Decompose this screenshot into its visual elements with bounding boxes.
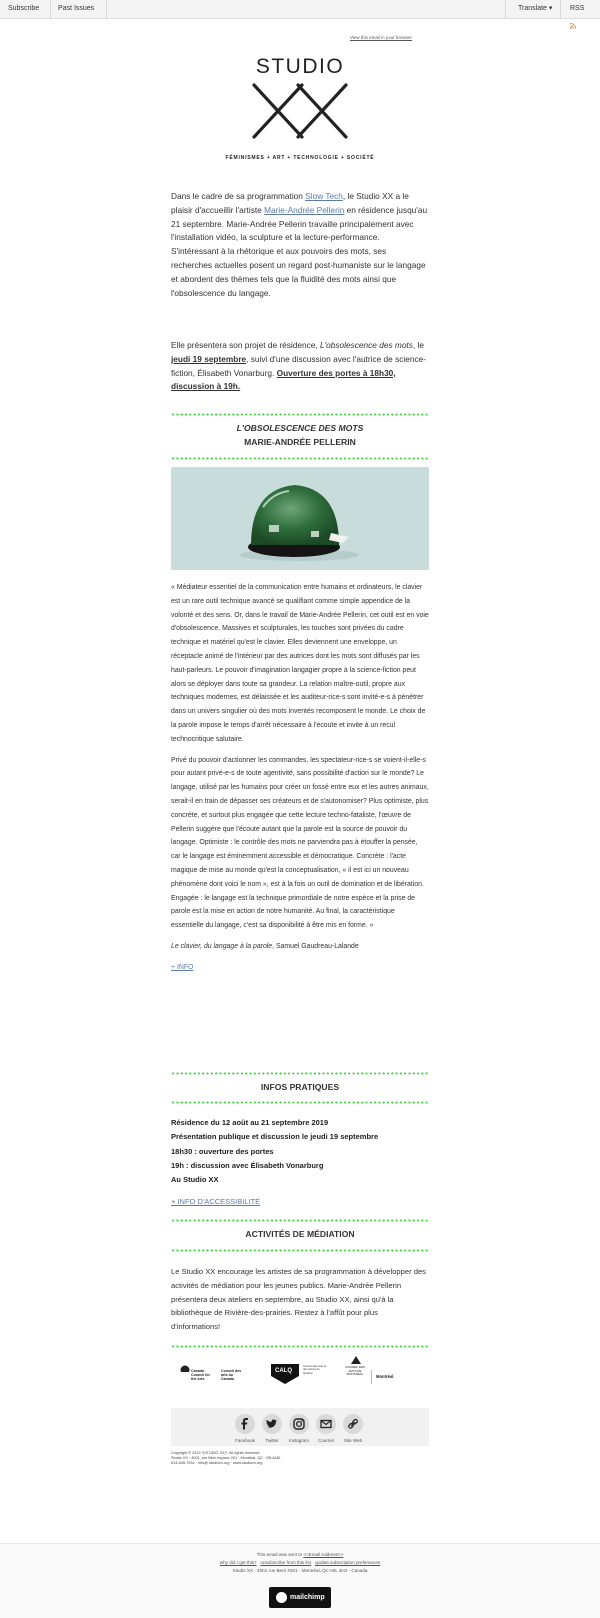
description-paragraph-2: Privé du pouvoir d'actionner les commandes, les spectateur-rice-s se voient-il-elle-s pour autant privé-e-s de toute agentivité, sans possibilité d'action sur le monde? Le langage, utilisé par les humains pour créer un fossé entre eux et les autres animaux, serait-il en train de dépasser ses créateurs et de s'autonomiser? Plus optimiste, plus concrète, et surtout plus engagée que cette lecture techno-fataliste, l'œuvre de Pellerin suggère que l'écoute autant que la parole est la source de pouvoir du langage. Optimiste : le contrôle des mots ne parviendra pas à étouffer la pensée, car le langage est éminemment accessible et démocratique. Concrète : l'acte magique de mise au monde qu'est la conceptualisation, « il est ici un nouveau phénomène dont voici le nom », est à la fois un outil de domination et de libération. Engagée : le langage est la technique primordiale de notre espèce et la prise de parole est la mise en action de notre humanité. Au final, la caractéristique essentielle du langage, c'est sa disponibilité à être mis en forme. » [171,756,429,930]
instagram-label: Instagram [288,1438,309,1443]
preferences-link[interactable]: update subscription preferences [314,1560,381,1565]
footer-address: Studio XX · 4001 rue Berri #201 · Montréal, Qc H2L 4H2 · Canada [232,1568,368,1573]
footer-links [0,1560,600,1565]
info-line: 18h30 : ouverture des portes [171,1146,274,1156]
calq-sub: Conseil des arts et des lettres du Québec [303,1364,327,1375]
green-dotted-divider [171,413,429,416]
twitter-icon [262,1414,282,1434]
artist-link[interactable]: Marie-Andrée Pellerin [264,204,345,215]
green-dotted-divider [171,457,429,460]
twitter-button[interactable] [262,1414,282,1434]
twitter-label: Twitter [265,1438,279,1443]
sponsor-logos [171,1352,429,1406]
copyright-block [171,1451,280,1466]
accessibility-link[interactable]: + INFO D'ACCESSIBILITÉ [171,1197,261,1207]
event-paragraph: Elle présentera son projet de résidence, L'obsolescence des mots, le jeudi 19 septembre, suivi d'une discussion avec l'autrice de science-fiction, Élisabeth Vonarburg. Ouverture des portes à 18h30, discussion à 19h. [171,340,426,392]
mediation-section [171,1265,429,1334]
subscribe-link[interactable]: Subscribe [8,5,40,12]
translate-label: Translate [518,5,547,12]
project-title: L'OBSOLESCENCE DES MOTS [236,423,364,433]
website-button[interactable] [343,1414,363,1434]
artwork-photo [171,467,429,570]
studio-logo-word: STUDIO [255,55,345,78]
facebook-button[interactable] [235,1414,255,1434]
infos-pratiques-title: INFOS PRATIQUES [260,1082,340,1092]
info-line: Au Studio XX [171,1175,219,1185]
mailchimp-icon [276,1592,287,1603]
divider [505,0,506,18]
event-section [171,339,429,394]
snow-globe-image [171,467,429,570]
translate-menu[interactable] [510,0,560,18]
montreal-council-logo[interactable] [349,1355,363,1365]
email-address[interactable]: <<Email Address>> [303,1552,344,1557]
montreal-logo[interactable]: Montréal [376,1374,394,1379]
instagram-button[interactable] [289,1414,309,1434]
divider [106,0,107,18]
link-icon [343,1414,363,1434]
more-info-link[interactable]: + INFO [171,963,194,971]
mediation-paragraph: Le Studio XX encourage les artistes de sa programmation à développer des activités de médiation pour les jeunes publics. Marie-Andrée Pellerin présentera deux ateliers en septembre, au Studio XX, ainsi qu'à la bibliothèque de Rivière-des-prairies. Restez à l'affût pour plus d'informations! [171,1267,426,1332]
envelope-icon [316,1414,336,1434]
green-dotted-divider [171,1219,429,1222]
text-credit: Le clavier, du langage à la parole, Samuel Gaudreau-Lalande [171,942,359,950]
why-link[interactable]: why did I get this? [219,1560,257,1565]
instagram-icon [289,1414,309,1434]
website-label: Site Web [343,1438,363,1443]
green-dotted-divider [171,1101,429,1104]
canada-council-en: Canada Council for the Arts [191,1369,210,1382]
green-dotted-divider [171,1249,429,1252]
social-links [171,1408,429,1446]
studio-xx-logo[interactable] [252,83,348,141]
green-dotted-divider [171,1072,429,1075]
rss-link[interactable] [562,0,600,18]
artist-name: MARIE-ANDRÉE PELLERIN [244,437,356,447]
email-button[interactable] [316,1414,336,1434]
mailchimp-label: mailchimp [290,1594,325,1601]
chevron-down-icon: ▾ [548,5,553,12]
top-bar [0,0,600,19]
calq-text: CALQ [275,1368,292,1374]
sent-to-line: This email was sent to <<Email Address>> [256,1552,344,1557]
description-text [171,581,429,975]
slow-tech-link[interactable]: Slow Tech [305,191,343,201]
info-line: Présentation publique et discussion le jeudi 19 septembre [171,1132,379,1142]
email-footer [0,1543,600,1618]
canada-council-fr: Conseil des arts du Canada [221,1369,242,1382]
description-paragraph-1: « Médiateur essentiel de la communication entre humains et ordinateurs, le clavier est un rare outil technique avancé se qualifiant comme simple appendice de la volonté et des sens. Or, dans le travail de Marie-Andrée Pellerin, cet outil est en voie d'obsolescence. Massives et sculpturales, les touches sont privées du cadre technique et matériel qu'est le clavier. Elles deviennent une enveloppe, un réceptacle animé de l'intérieur par des autrices dont les mots sont diffusés par les haut-parleurs. Le pouvoir d'imagination langagier propre à la science-fiction peut alors se déployer dans toute sa grandeur. La relation maître-outil, propre aux techniques modernes, est délaissée et les auditeur-rice-s sont invité-e-s à pénétrer dans un univers singulier où des mots inventés recomposent le monde. Le choix de la parole impose le temps d'arrêt nécessaire à l'écoute et invite à un recul technocritique salutaire. [171,584,429,743]
rss-icon [570,23,576,29]
intro-paragraph: Dans le cadre de sa programmation Slow Tech, le Studio XX a le plaisir d'accueillir l'artiste Marie-Andrée Pellerin en résidence jusqu'au 21 septembre. Marie-Andrée Pellerin travaille principalement avec l'installation vidéo, la sculpture et la lecture-performance. S'intéressant à la rhétorique et aux pouvoirs des mots, ses recherches actuelles posent un regard post-humaniste sur le langage et abordent des thèmes tels que la fluidité des mots ainsi que l'obsolescence du langage. [171,191,428,298]
calq-logo[interactable] [269,1362,301,1386]
event-date: jeudi 19 septembre [171,353,247,364]
green-dotted-divider [171,1345,429,1348]
rss-label: RSS [570,5,585,12]
mailchimp-badge[interactable] [269,1587,331,1608]
unsubscribe-link[interactable]: unsubscribe from this list [260,1560,311,1565]
divider [371,1370,372,1384]
facebook-icon [235,1414,255,1434]
info-line: Résidence du 12 août au 21 septembre 2019 [171,1118,329,1127]
address-line: Studio XX · 4001, rue Berri espace 201 · Montréal, QC · IRLAND [171,1456,281,1460]
mediation-title: ACTIVITÉS DE MÉDIATION [245,1229,355,1239]
view-in-browser-link[interactable]: View this email in your browser [350,35,412,40]
montreal-council-text: CONSEIL DES ARTS DE MONTRÉAL [344,1365,366,1377]
contact-line: 514-845-7934 · info@ studioxx.org · www.studioxx.org [171,1461,263,1465]
divider [560,0,561,18]
email-label: Courriel [318,1438,334,1443]
copyright-line: Copyright © 2019 *|STUDIO XX|*, All rights reserved. [171,1451,261,1455]
past-issues-link[interactable]: Past Issues [58,5,95,12]
tagline: FÉMINISMES + ART + TECHNOLOGIE + SOCIÉTÉ [225,155,375,161]
info-line: 19h : discussion avec Élisabeth Vonarburg [171,1160,324,1170]
practical-info [171,1116,429,1210]
facebook-label: Facebook [235,1438,255,1443]
doors-time: Ouverture des portes à 18h30, discussion à 19h. [171,367,396,392]
intro-section [171,190,429,300]
